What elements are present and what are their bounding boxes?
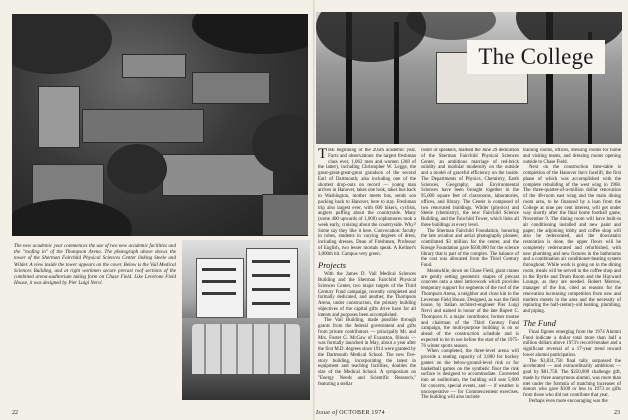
text-column-2: [421, 148, 519, 406]
projects-heading: Projects: [318, 260, 347, 271]
gutter: [313, 0, 315, 420]
vail-paragraph: The Vail Building, made possible through grants from the federal government and gifts from private contributors — principally Mr. and Mrs. Foster G. McGaw of Evanston, Illinois — was formally launched in May, about a year after the first M.D. degrees since 1914 were granted by the Dartmouth Medical School. The new five-story building, incorporating the latest in equipment and teaching facilities, doubles the size of the Medical School. A symposium on "Energy Needs and Scientific Research," featuring a stellar: [318, 318, 416, 387]
aerial-campus-photo: [12, 14, 308, 236]
projects-paragraph: With the James D. Vail Medical Sciences Building and the Sherman Fairchild Physical Sciences Center, two major targets of the Third Century Fund campaign, recently completed and formally dedicated, and another, the Thompson Arena, under construction, the primary building objectives of the capital gifts drive have for all intents and purposes been accomplished.: [318, 272, 416, 318]
fund-paragraph-1: Final figures emerging from the 1974 Alumni Fund indicate a dollar total more than half a million dollars above 1973's record-breaker and a significant reversal of a 17-year trend toward lower alumni participation.: [523, 329, 621, 358]
text-column-3: [523, 148, 621, 406]
arena-paragraph: Meanwhile, down on Chase Field, giant cranes are gently setting geometric shapes of precast concrete onto a steel latticework which provides temporary support for segments of the roof of the Thompson Arena, a neighbor and close kin to the Leverone Field House. Designed, as was the field house, by Italian architect-engineer Pier Luigi Nervi and named in honor of the late Rupert C. Thompson Jr. a major contributor, former trustee and chairman of the Third Century Fund campaign, the multi-purpose building is on or ahead of the construction schedule and is expected to be in use before the start of the 1975-76 winter sports season.: [421, 268, 519, 349]
fairchild-paragraph: roster of speakers, marked the June 29 dedication of the Sherman Fairchild Physical Sciences Center, an ambitious marriage of red-brick solidity and modular modernity on the outside and a model of graceful efficiency on the inside. The Departments of Physics, Chemistry, Earth Sciences, Geography, and Environmental Sciences have been brought together in the 95,000 square feet of classrooms, laboratories, offices, and library. The Center is composed of two renovated buildings, Wilder (physics) and Steele (chemistry), the new Fairchild Science Building, and the Fairchild Tower, which links all three buildings at every level.: [421, 148, 519, 228]
foundation-paragraph: The Sherman Fairchild Foundation, honoring the late aviation and aerial photography pioneer, contributed $3 million for the center, and the Kresge Foundation gave $500,000 for the science library that is part of the complex. The balance of the cost was allocated from the Third Century Fund.: [421, 228, 519, 268]
page-number-left: 22: [12, 410, 18, 416]
section-title: The College: [467, 40, 605, 74]
page-number-right: 23: [614, 410, 620, 416]
training-paragraph: training rooms, offices, dressing rooms for home and visiting teams, and dressing rooms opening outside to Chase Field.: [523, 148, 621, 165]
fund-paragraph-3: Perhaps even more encouraging was the: [529, 398, 608, 404]
intro-paragraph: HE beginning of the 205th academic year. Facts and observations: the largest freshman class ever, 1,062 men and women (268 of the latter), including Christopher W. Legge, the great-great-great-great grandson of the second Earl of Dartmouth; also including one of the shortest drop-outs on record — young man arrives in Hanover, takes one look, takes bus back to Washington, mother meets bus, sends son packing back to Hanover, here to stay. Freshman trip also largest ever, with 600 hikers, cyclists, anglers puffing about the countryside. Many (some 400 upwards of 1,000) sophomores took a week early, cruising about the countryside. Why? Some say they like it here. Convocation: faculty in robes, students in varying degrees of dress, including dresses. Dean of Freshmen, Professor of English, two lesser mortals speak. A Kellner's 3,000th hit. Campus very green.: [318, 148, 416, 257]
campus-trees-photo: [316, 12, 622, 144]
inn-paragraph: Next on the construction time-table is completion of the Hanover Inn's facelift, the first phase of which was accomplished with the complete rebuilding of the west wing in 1968. The three-quarter-of-a-million dollar renovation of the 48-room east wing and the main dining room area, to be financed by a loan from the College at nine per cent interest, will get under way shortly after the final home football game, November 9. The dining room will have built-in air conditioning installed and new paint and paper; the adjoining lobby and coffee shop will also be redecorated, and the downstairs restoration is done, the upper floors will be completely redecorated and refurbished, with new plumbing and new fixtures in the bathrooms and a combination air conditioner-heating system throughout. While work is going on in the dining room, meals will be served in the coffee shop and in the Byrtle and Drum Room and the Hayward Lounge, as they are needed. Robert Merrow, manager of the Inn, cited as reasons for the renovation increasing competition from new and modern motels in the area and the necessity of replacing the half-century-old heating, plumbing, and piping.: [523, 165, 621, 314]
photo-caption: The new academic year commences the use of two new academic facilities and the "roofing in" of the Thompson Arena. The photograph above shows the tower of the Sherman Fairchild Physical Sciences Center linking Steele and Wilder. A view inside the tower appears on the cover. Below is the Vail Medical Sciences Building, and at right workmen secure precast roof sections of the combined arena-auditorium taking form on Chase Field. Like Leverone Field House, it was designed by Pier Luigi Nervi.: [14, 243, 176, 287]
arena-construction-photo: [182, 318, 310, 400]
seating-paragraph: When completed, the three-level arena will provide a seating capacity of 3,800 for hockey games on the below-ground-level rink or for basketball games on the synthetic floor the rink surface is designed to accommodate. Converted into an auditorium, the building will seat 5,000 for concerts, special events, and — if weather is uncooperative — for Commencement exercises. The building will also include: [421, 349, 519, 401]
fund-paragraph-2: The $3,831,758 final tally surpassed the accelerated — and extraordinarily ambitious — goal by $81,758. The $250,000 challenge gift, made by three anonymous alumni, was more than met under the formula of matching increases of donors who gave $100 or less in 1973 or gifts from those who did not contribute that year.: [523, 358, 621, 398]
drop-cap: T: [318, 148, 328, 162]
issue-line: Issue of OCTOBER 1974: [316, 410, 386, 416]
text-column-1: [318, 148, 416, 404]
fund-heading: The Fund: [523, 317, 556, 328]
